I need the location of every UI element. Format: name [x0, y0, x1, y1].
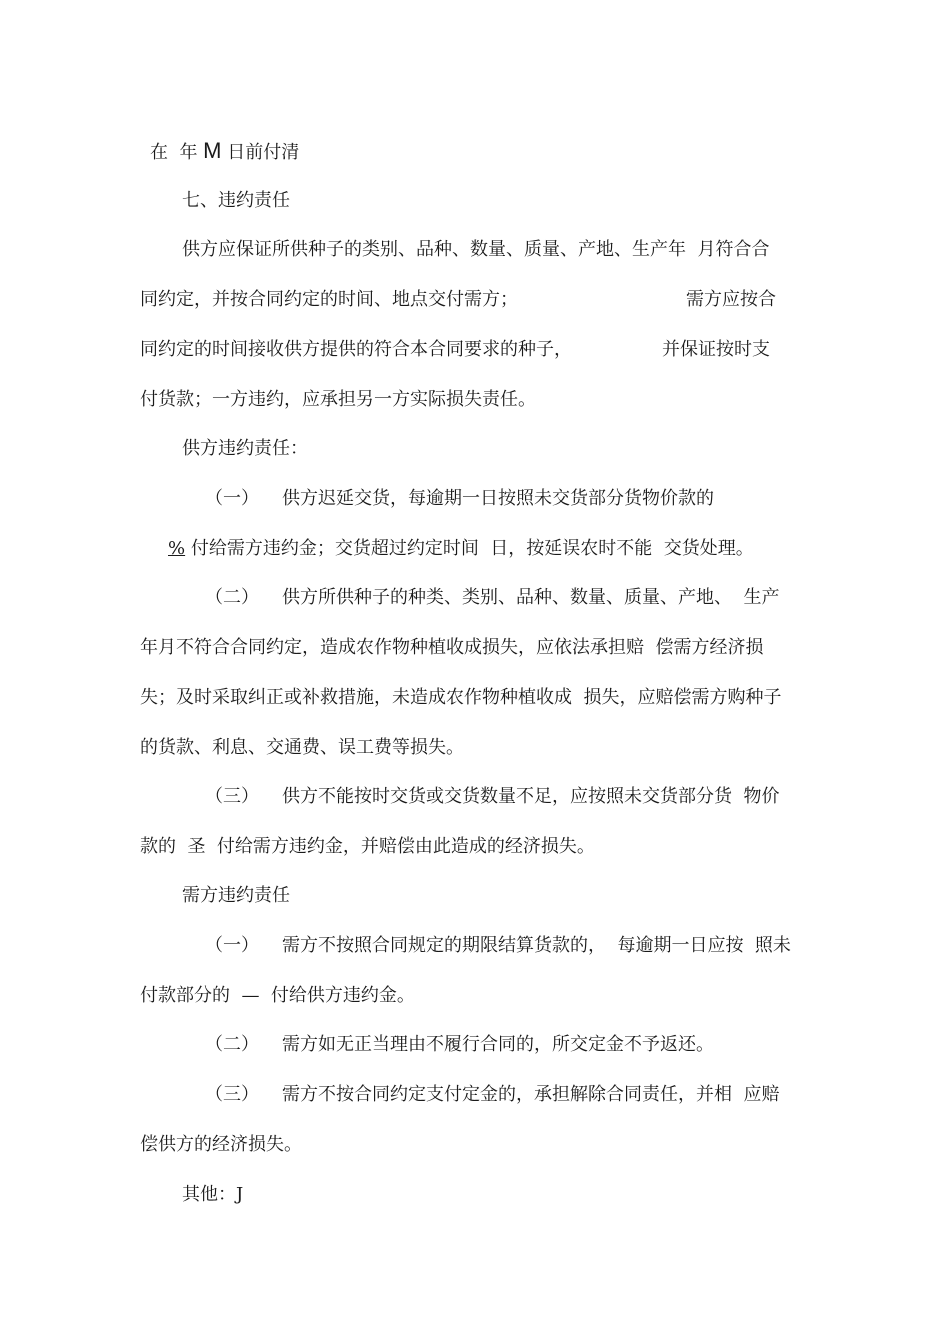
text-fragment: 在 年 — [150, 142, 204, 163]
text-line: 供方迟延交货，每逾期一日按照未交货部分货物价款的 — [282, 488, 714, 509]
subheading: 需方违约责任 — [182, 885, 290, 906]
clause-number: （三） — [205, 786, 259, 807]
text-line: 失；及时采取纠正或补救措施，未造成农作物种植收成 损失，应赔偿需方购种子 — [140, 687, 782, 708]
text-line: 款的 圣 付给需方违约金，并赔偿由此造成的经济损失。 — [140, 836, 595, 857]
section-heading: 七、违约责任 — [182, 190, 290, 211]
text-line: 并保证按时支 — [662, 339, 770, 360]
text-line — [168, 538, 754, 560]
text-line: 需方不按合同约定支付定金的，承担解除合同责任，并相 应赔 — [282, 1084, 780, 1105]
clause-number: （一） — [205, 488, 259, 509]
text-line: 偿供方的经济损失。 — [140, 1134, 302, 1155]
text-line: 同约定的时间接收供方提供的符合本合同要求的种子， — [140, 339, 572, 360]
text-line: 同约定，并按合同约定的时间、地点交付需方； — [140, 289, 518, 310]
text-line: 需方应按合 — [686, 289, 776, 310]
text-line: 付货款；一方违约，应承担另一方实际损失责任。 — [140, 389, 536, 410]
text-line: 需方不按照合同规定的期限结算货款的， 每逾期一日应按 照未 — [282, 935, 791, 956]
text-line: 其他：J — [182, 1184, 244, 1205]
percent-blank: % — [168, 538, 186, 559]
clause-number: （二） — [205, 587, 259, 608]
text-line: 供方不能按时交货或交货数量不足，应按照未交货部分货 物价 — [282, 786, 780, 807]
text-line: 付款部分的 — 付给供方违约金。 — [140, 985, 415, 1006]
text-fragment: M — [203, 138, 222, 163]
subheading: 供方违约责任： — [182, 438, 308, 459]
clause-number: （三） — [205, 1084, 259, 1105]
clause-number: （二） — [205, 1034, 259, 1055]
text-line: 供方所供种子的种类、类别、品种、数量、质量、产地、 生产 — [282, 587, 780, 608]
text-fragment: 日前付清 — [221, 142, 300, 163]
text-fragment: 付给需方违约金；交货超过约定时间 日，按延误农时不能 交货处理。 — [185, 538, 754, 559]
text-line: 的货款、利息、交通费、误工费等损失。 — [140, 737, 464, 758]
text-line — [150, 140, 299, 164]
text-line: 年月不符合合同约定，造成农作物种植收成损失，应依法承担赔 偿需方经济损 — [140, 637, 764, 658]
text-line: 供方应保证所供种子的类别、品种、数量、质量、产地、生产年 月符合合 — [182, 239, 770, 260]
clause-number: （一） — [205, 935, 259, 956]
text-line: 需方如无正当理由不履行合同的，所交定金不予返还。 — [282, 1034, 714, 1055]
